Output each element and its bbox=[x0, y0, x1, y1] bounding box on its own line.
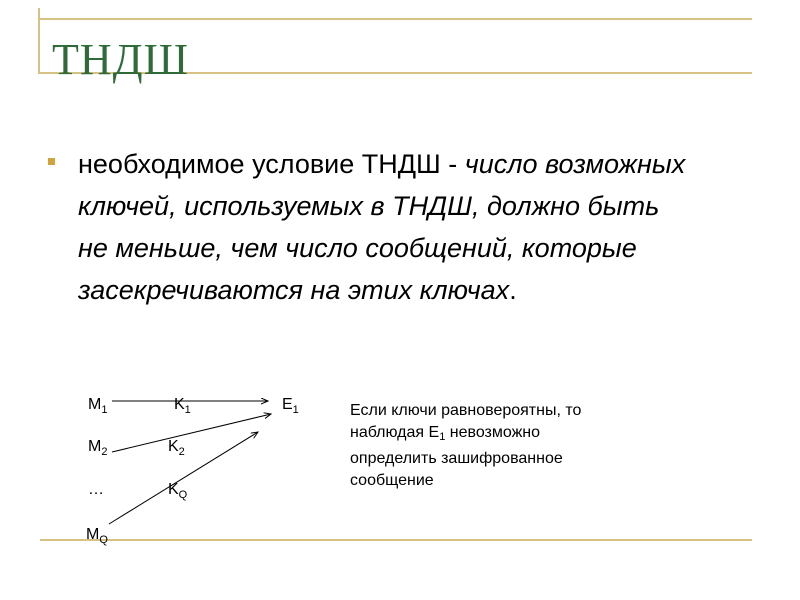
label-k1-text: K bbox=[174, 396, 185, 413]
bullet-text-italic: число возможных ключей, используемых в ТНДШ, должно быть не меньше, чем число сообщений, которые засекречиваются на этих ключах bbox=[78, 149, 686, 305]
label-k2 bbox=[168, 438, 185, 458]
note-line-1: Если ключи равновероятны, то bbox=[350, 402, 582, 419]
note-line-3: определить зашифрованное bbox=[350, 450, 563, 467]
label-kq-sub: Q bbox=[178, 489, 188, 501]
label-e1-sub: 1 bbox=[292, 404, 299, 416]
label-m1 bbox=[88, 396, 107, 416]
label-mq bbox=[86, 526, 108, 546]
label-mq-text: M bbox=[86, 526, 100, 543]
label-k1-sub: 1 bbox=[184, 404, 191, 416]
note-line-2a: наблюдая E bbox=[350, 424, 440, 441]
label-k2-text: K bbox=[168, 438, 179, 455]
bullet-text-end: . bbox=[509, 275, 517, 305]
label-kq-text: K bbox=[168, 481, 179, 498]
arrow-m2-e1 bbox=[112, 414, 271, 452]
bullet-text-normal: необходимое условие ТНДШ - bbox=[78, 149, 465, 179]
label-m1-sub: 1 bbox=[101, 404, 108, 416]
label-dots: … bbox=[88, 481, 104, 498]
label-k2-sub: 2 bbox=[178, 446, 185, 458]
note-line-4: сообщение bbox=[350, 472, 434, 489]
label-k1 bbox=[174, 396, 191, 416]
note-line-2b: невозможно bbox=[445, 424, 541, 441]
label-m2-text: M bbox=[88, 438, 102, 455]
note-text bbox=[350, 400, 680, 492]
label-m2-sub: 2 bbox=[101, 446, 108, 458]
note-line-2-sub: 1 bbox=[439, 431, 446, 443]
label-mq-sub: Q bbox=[99, 534, 108, 546]
label-m1-text: M bbox=[88, 396, 102, 413]
label-e1 bbox=[282, 396, 299, 416]
slide-title: ТНДШ bbox=[52, 35, 190, 84]
label-e1-text: E bbox=[282, 396, 293, 413]
note-line-2 bbox=[350, 422, 680, 448]
label-m2 bbox=[88, 438, 107, 458]
label-kq bbox=[168, 481, 187, 501]
